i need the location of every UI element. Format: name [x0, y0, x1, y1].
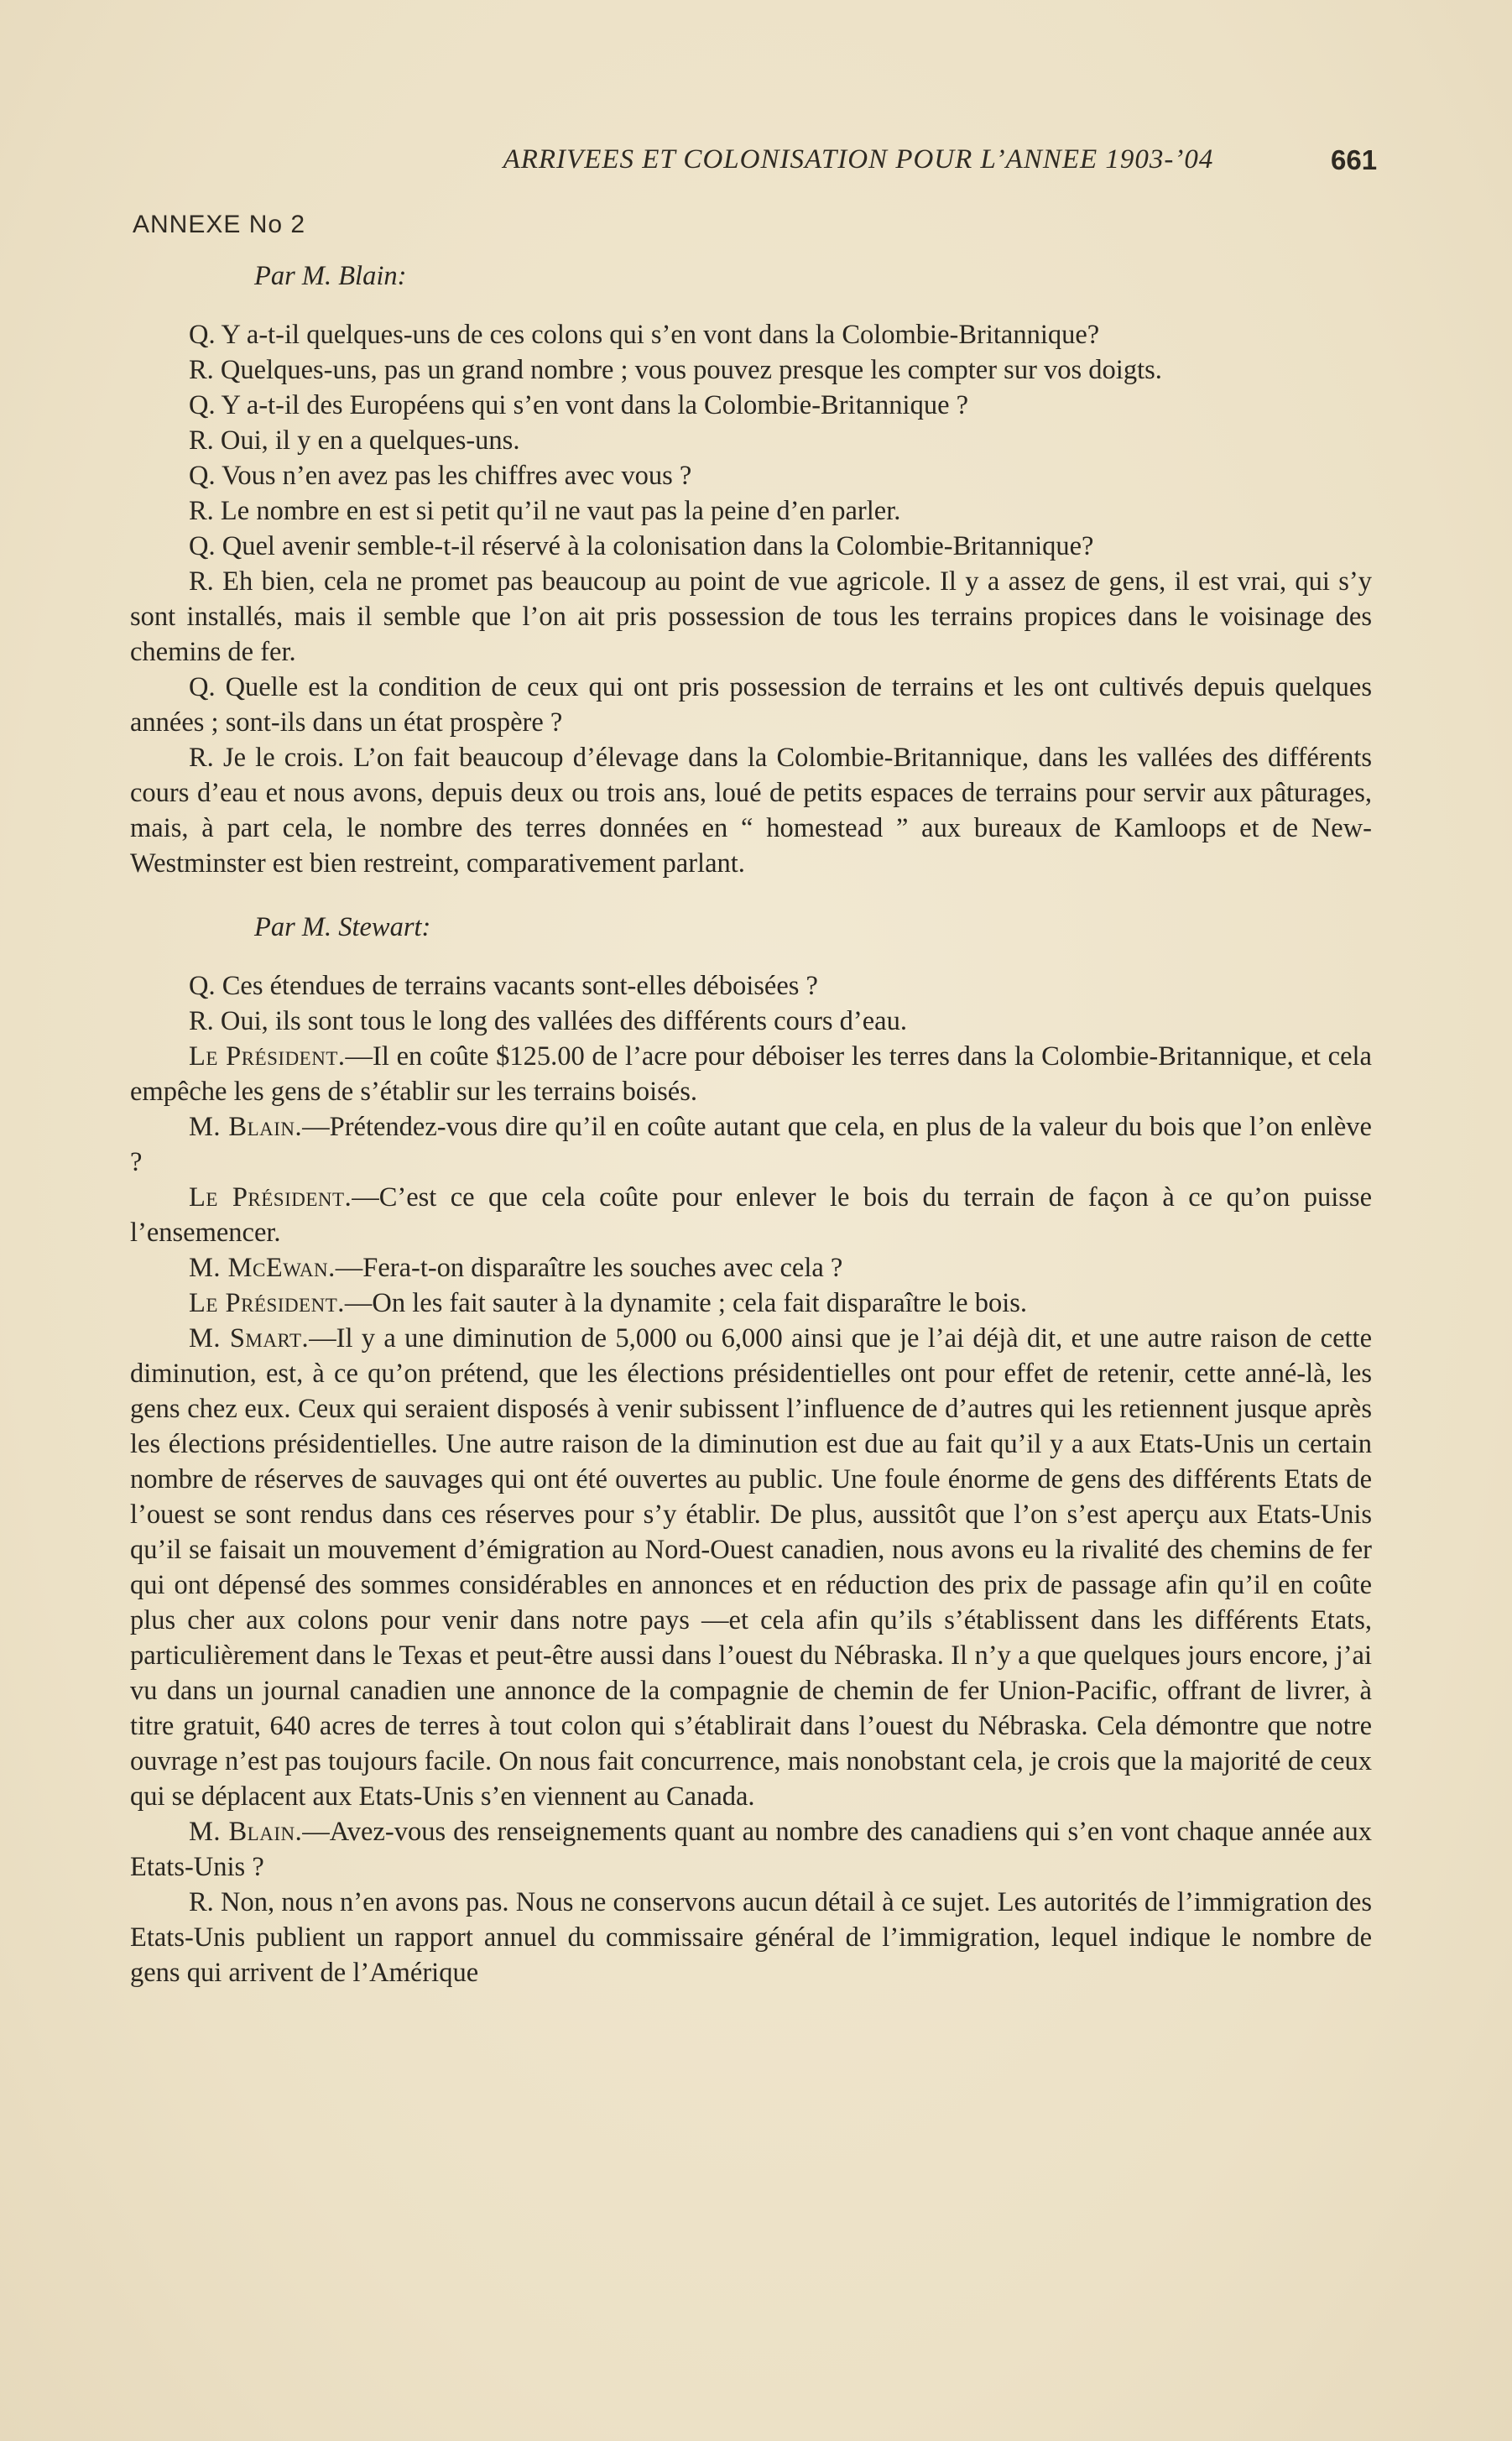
speaker-name: Le Président.: [189, 1182, 352, 1213]
annex-label: ANNEXE No 2: [133, 211, 306, 238]
speaker-name: M. Smart.: [189, 1323, 310, 1354]
paragraph: Q. Y a-t-il des Européens qui s’en vont dans la Colombie-Britannique ?: [189, 390, 969, 420]
paragraph: Q. Quelle est la condition de ceux qui ont pris possession de terrains et les ont cultivés depuis quelques années ; sont-ils dans un état prospère ?: [130, 672, 1372, 738]
document-body: [130, 258, 1372, 1990]
section-heading: Par M. Blain:: [254, 261, 407, 291]
paragraph: R. Non, nous n’en avons pas. Nous ne conservons aucun détail à ce sujet. Les autorités de l’immigration des Etats-Unis publient un rapport annuel du commissaire général de l’immigration, lequel indique le nombre de gens qui arrivent de l’Amérique: [130, 1887, 1372, 1988]
speech-text: —C’est ce que cela coûte pour enlever le bois du terrain de façon à ce qu’on puisse l’ensemencer.: [130, 1182, 1372, 1248]
paragraph: R. Eh bien, cela ne promet pas beaucoup au point de vue agricole. Il y a assez de gens, il est vrai, qui s’y sont installés, mais il semble que l’on ait pris possession de tous les terrains propices dans le voisinage des chemins de fer.: [130, 566, 1372, 667]
speaker-name: M. Blain.: [189, 1817, 303, 1847]
paragraph: [130, 1814, 1372, 1885]
paragraph: R. Oui, ils sont tous le long des vallées des différents cours d’eau.: [189, 1006, 907, 1036]
speech-text: —On les fait sauter à la dynamite ; cela fait disparaître le bois.: [344, 1288, 1027, 1318]
paragraph: R. Le nombre en est si petit qu’il ne vaut pas la peine d’en parler.: [189, 496, 901, 526]
paragraph: Q. Y a-t-il quelques-uns de ces colons qui s’en vont dans la Colombie-Britannique?: [189, 320, 1100, 350]
paragraph: [130, 1321, 1372, 1814]
paragraph: [130, 1180, 1372, 1250]
page-number: 661: [1331, 144, 1378, 175]
running-head: ARRIVEES ET COLONISATION POUR L’ANNEE 1903-’04: [503, 144, 1214, 175]
speaker-name: Le Président.: [189, 1041, 346, 1072]
paragraph: [130, 1286, 1372, 1321]
paragraph: [130, 1039, 1372, 1109]
paragraph: Q. Ces étendues de terrains vacants sont-elles déboisées ?: [189, 971, 818, 1001]
paragraph: R. Oui, il y en a quelques-uns.: [189, 425, 520, 456]
speaker-name: Le Président.: [189, 1288, 345, 1318]
speaker-name: M. McEwan.: [189, 1253, 336, 1283]
speaker-name: M. Blain.: [189, 1112, 303, 1142]
speech-text: —Avez-vous des renseignements quant au nombre des canadiens qui s’en vont chaque année aux Etats-Unis ?: [130, 1817, 1372, 1882]
paragraph: [130, 1250, 1372, 1286]
paragraph: R. Quelques-uns, pas un grand nombre ; vous pouvez presque les compter sur vos doigts.: [189, 355, 1162, 385]
speech-text: —Il y a une diminution de 5,000 ou 6,000 ainsi que je l’ai déjà dit, et une autre raison de cette diminution, est, à ce qu’on prétend, que les élections présidentielles ont pour effet de retenir, cette anné-là, les gens chez eux. Ceux qui seraient disposés à venir subissent l’influence de d’autres qui les retiennent jusque après les élections présidentielles. Une autre raison de la diminution est due au fait qu’il y a aux Etats-Unis un certain nombre de réserves de sauvages qui ont été ouvertes au public. Une foule énorme de gens des différents Etats de l’ouest se sont rendus dans ces réserves pour s’y établir. De plus, aussitôt que l’on s’est aperçu aux Etats-Unis qu’il se faisait un mouvement d’émigration au Nord-Ouest canadien, nous avons eu la rivalité des chemins de fer qui ont dépensé des sommes considérables en annonces et en réduction des prix de passage afin qu’il en coûte plus cher aux colons pour venir dans notre pays —et cela afin qu’ils s’établissent dans les différents Etats, particulièrement dans le Texas et peut-être aussi dans l’ouest du Nébraska. Il n’y a que quelques jours encore, j’ai vu dans un journal canadien une annonce de la compagnie de chemin de fer Union-Pacific, offrant de livrer, à titre gratuit, 640 acres de terres à tout colon qui s’établirait dans l’ouest du Nébraska. Cela démontre que notre ouvrage n’est pas toujours facile. On nous fait concurrence, mais nonobstant cela, je crois que la majorité de ceux qui se déplacent aux Etats-Unis s’en viennent au Canada.: [130, 1323, 1372, 1812]
speech-text: —Prétendez-vous dire qu’il en coûte autant que cela, en plus de la valeur du bois que l’on enlève ?: [130, 1112, 1372, 1177]
section-heading: Par M. Stewart:: [254, 912, 431, 942]
paragraph: Q. Vous n’en avez pas les chiffres avec vous ?: [189, 461, 692, 491]
speech-text: —Fera-t-on disparaître les souches avec cela ?: [335, 1253, 843, 1283]
speech-text: —Il en coûte $125.00 de l’acre pour déboiser les terres dans la Colombie-Britannique, et cela empêche les gens de s’établir sur les terrains boisés.: [130, 1041, 1372, 1107]
paragraph: R. Je le crois. L’on fait beaucoup d’élevage dans la Colombie-Britannique, dans les vallées des différents cours d’eau et nous avons, depuis deux ou trois ans, loué de petits espaces de terrains pour servir aux pâturages, mais, à part cela, le nombre des terres données en “ homestead ” aux bureaux de Kamloops et de New-Westminster est bien restreint, comparativement parlant.: [130, 743, 1372, 879]
paragraph: Q. Quel avenir semble-t-il réservé à la colonisation dans la Colombie-Britannique?: [189, 531, 1094, 561]
paragraph: [130, 1109, 1372, 1180]
